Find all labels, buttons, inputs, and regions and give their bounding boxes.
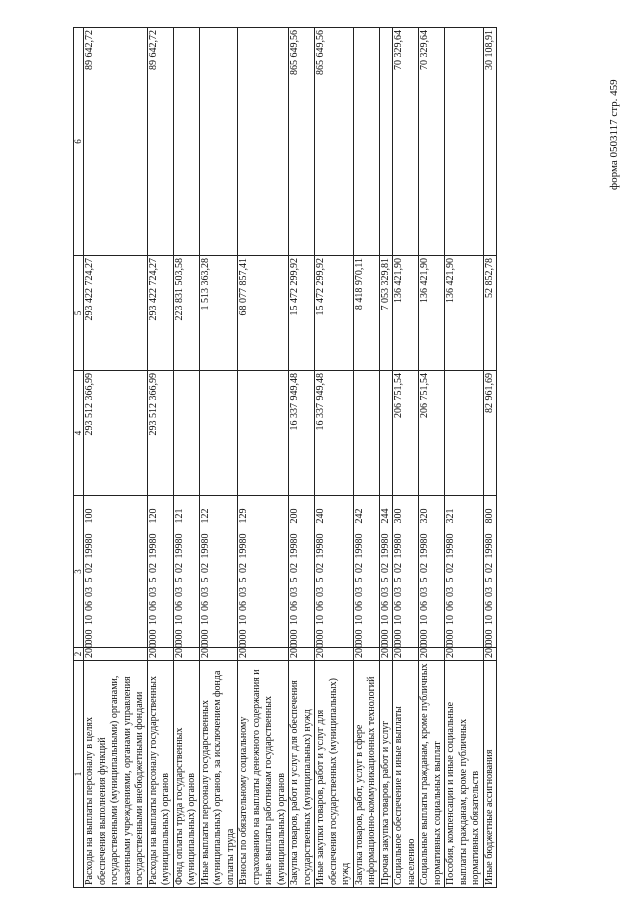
budget-code-part: 06 — [379, 601, 391, 611]
table-row — [84, 28, 148, 888]
table-row — [147, 28, 173, 888]
row-unexecuted-cell: 865 649,56 — [289, 28, 315, 256]
budget-code-part: 5 — [173, 577, 185, 583]
budget-code-part: 000 — [393, 629, 404, 645]
budget-code-part: 000 — [173, 629, 185, 645]
budget-code-part: 000 — [353, 629, 365, 645]
row-unexecuted-cell: 89 642,72 — [147, 28, 173, 256]
budget-code-part: 02 — [445, 563, 456, 573]
budget-code-part: 120 — [147, 508, 159, 524]
row-budget-code-cell — [445, 496, 484, 648]
table-row — [419, 28, 445, 888]
budget-code-part: 10 — [84, 615, 95, 625]
row-unexecuted-cell — [353, 28, 379, 256]
table-row — [315, 28, 354, 888]
budget-code-part: 02 — [84, 563, 95, 573]
row-approved-cell — [379, 371, 393, 496]
row-unexecuted-cell — [379, 28, 393, 256]
budget-code-part: 000 — [84, 629, 95, 645]
budget-code-part: 5 — [379, 577, 391, 583]
budget-code-part: 300 — [393, 508, 404, 524]
budget-code-part: 000 — [199, 629, 211, 645]
budget-code-part: 000 — [147, 629, 159, 645]
budget-code-part: 03 — [84, 587, 95, 597]
budget-code-part: 800 — [483, 508, 495, 524]
budget-code-part: 244 — [379, 508, 391, 524]
table-row — [199, 28, 238, 888]
budget-code-part: 129 — [238, 508, 249, 524]
table-row — [173, 28, 199, 888]
row-budget-code-cell — [353, 496, 379, 648]
row-line-code-cell: 200 — [84, 648, 148, 661]
col-number-5: 5 — [74, 256, 84, 371]
row-executed-cell: 136 421,90 — [419, 256, 445, 371]
budget-code-part: 19980 — [147, 533, 159, 559]
row-executed-cell: 7 053 329,81 — [379, 256, 393, 371]
row-approved-cell — [445, 371, 484, 496]
row-line-code-cell: 200 — [445, 648, 484, 661]
row-budget-code-cell — [199, 496, 238, 648]
budget-code-part: 000 — [289, 629, 300, 645]
budget-code-part: 10 — [238, 615, 249, 625]
budget-code-part: 19980 — [173, 533, 185, 559]
expenditure-table — [73, 27, 497, 888]
budget-code-part: 242 — [353, 508, 365, 524]
budget-code-part: 06 — [419, 601, 430, 611]
row-name-cell: Прочая закупка товаров, работ и услуг — [379, 661, 393, 888]
row-name-cell: Закупка товаров, работ, услуг в сфере информационно-коммуникационных технологий — [353, 661, 379, 888]
row-approved-cell: 16 337 949,48 — [289, 371, 315, 496]
row-line-code-cell: 200 — [379, 648, 393, 661]
table-row — [393, 28, 419, 888]
budget-code-part: 10 — [173, 615, 185, 625]
row-executed-cell: 52 852,78 — [483, 256, 497, 371]
row-name-cell: Пособия, компенсации и иные социальные выплаты гражданам, кроме публичных нормативных обязательств — [445, 661, 484, 888]
budget-code-part: 06 — [483, 601, 495, 611]
budget-code-part: 320 — [419, 508, 430, 524]
budget-code-part: 10 — [419, 615, 430, 625]
row-budget-code-cell — [84, 496, 148, 648]
budget-code-part: 03 — [353, 587, 365, 597]
budget-code-part: 10 — [289, 615, 300, 625]
budget-code-part: 06 — [238, 601, 249, 611]
row-name-cell: Иные закупки товаров, работ и услуг для обеспечения государственных (муниципальных) нужд — [315, 661, 354, 888]
form-reference: форма 0503117 стр. 459 — [608, 79, 620, 190]
budget-code-part: 19980 — [238, 533, 249, 559]
budget-code-part: 03 — [238, 587, 249, 597]
budget-code-part: 06 — [445, 601, 456, 611]
row-line-code-cell: 200 — [419, 648, 445, 661]
row-approved-cell: 206 751,54 — [419, 371, 445, 496]
table-row — [289, 28, 315, 888]
budget-code-part: 06 — [353, 601, 365, 611]
table-body — [74, 28, 497, 888]
row-approved-cell — [353, 371, 379, 496]
budget-code-part: 02 — [147, 563, 159, 573]
budget-code-part: 02 — [238, 563, 249, 573]
budget-code-part: 06 — [289, 601, 300, 611]
budget-code-part: 5 — [147, 577, 159, 583]
row-executed-cell: 136 421,90 — [445, 256, 484, 371]
budget-code-part: 03 — [419, 587, 430, 597]
budget-code-part: 02 — [173, 563, 185, 573]
row-budget-code-cell — [379, 496, 393, 648]
budget-code-part: 10 — [393, 615, 404, 625]
budget-code-part: 02 — [419, 563, 430, 573]
row-executed-cell: 293 422 724,27 — [84, 256, 148, 371]
budget-code-part: 06 — [393, 601, 404, 611]
col-number-1: 1 — [74, 661, 84, 888]
budget-code-part: 19980 — [483, 533, 495, 559]
row-executed-cell: 15 472 299,92 — [315, 256, 354, 371]
row-budget-code-cell — [315, 496, 354, 648]
row-approved-cell: 293 512 366,99 — [84, 371, 148, 496]
row-line-code-cell: 200 — [393, 648, 419, 661]
row-executed-cell: 293 422 724,27 — [147, 256, 173, 371]
row-budget-code-cell — [147, 496, 173, 648]
budget-code-part: 121 — [173, 508, 185, 524]
row-approved-cell: 82 961,69 — [483, 371, 497, 496]
budget-code-part: 02 — [199, 563, 211, 573]
budget-code-part: 10 — [199, 615, 211, 625]
table-row — [238, 28, 289, 888]
budget-code-part: 10 — [379, 615, 391, 625]
row-unexecuted-cell: 30 108,91 — [483, 28, 497, 256]
row-name-cell: Социальное обеспечение и иные выплаты населению — [393, 661, 419, 888]
row-approved-cell: 206 751,54 — [393, 371, 419, 496]
budget-code-part: 10 — [147, 615, 159, 625]
row-approved-cell: 16 337 949,48 — [315, 371, 354, 496]
budget-code-part: 321 — [445, 508, 456, 524]
row-line-code-cell: 200 — [315, 648, 354, 661]
row-approved-cell — [199, 371, 238, 496]
column-number-row — [74, 28, 84, 888]
budget-code-part: 06 — [315, 601, 326, 611]
row-budget-code-cell — [173, 496, 199, 648]
row-unexecuted-cell — [445, 28, 484, 256]
row-unexecuted-cell — [238, 28, 289, 256]
table-row — [353, 28, 379, 888]
budget-code-part: 5 — [238, 577, 249, 583]
row-budget-code-cell — [393, 496, 419, 648]
budget-code-part: 02 — [353, 563, 365, 573]
row-line-code-cell: 200 — [199, 648, 238, 661]
budget-code-part: 03 — [379, 587, 391, 597]
budget-code-part: 10 — [445, 615, 456, 625]
budget-code-part: 10 — [483, 615, 495, 625]
budget-code-part: 5 — [315, 577, 326, 583]
row-approved-cell — [173, 371, 199, 496]
budget-code-part: 03 — [315, 587, 326, 597]
row-unexecuted-cell: 865 649,56 — [315, 28, 354, 256]
row-line-code-cell: 200 — [147, 648, 173, 661]
budget-code-part: 10 — [315, 615, 326, 625]
row-name-cell: Социальные выплаты гражданам, кроме публичных нормативных социальных выплат — [419, 661, 445, 888]
budget-code-part: 000 — [419, 629, 430, 645]
row-executed-cell: 1 513 363,28 — [199, 256, 238, 371]
budget-code-part: 03 — [393, 587, 404, 597]
budget-code-part: 5 — [84, 577, 95, 583]
row-unexecuted-cell — [173, 28, 199, 256]
budget-code-part: 19980 — [289, 533, 300, 559]
budget-code-part: 5 — [393, 577, 404, 583]
row-budget-code-cell — [483, 496, 497, 648]
budget-code-part: 03 — [483, 587, 495, 597]
budget-code-part: 03 — [199, 587, 211, 597]
budget-code-part: 19980 — [445, 533, 456, 559]
row-line-code-cell: 200 — [238, 648, 289, 661]
row-budget-code-cell — [419, 496, 445, 648]
table-row — [379, 28, 393, 888]
row-name-cell: Иные выплаты персоналу государственных (муниципальных) органов, за исключением фонда оплаты труда — [199, 661, 238, 888]
row-name-cell: Закупка товаров, работ и услуг для обеспечения государственных (муниципальных) нужд — [289, 661, 315, 888]
budget-code-part: 06 — [199, 601, 211, 611]
budget-code-part: 240 — [315, 508, 326, 524]
row-approved-cell — [238, 371, 289, 496]
budget-code-part: 19980 — [353, 533, 365, 559]
row-unexecuted-cell: 89 642,72 — [84, 28, 148, 256]
col-number-3: 3 — [74, 496, 84, 648]
budget-code-part: 02 — [393, 563, 404, 573]
budget-code-part: 10 — [353, 615, 365, 625]
budget-code-part: 19980 — [419, 533, 430, 559]
budget-code-part: 19980 — [379, 533, 391, 559]
budget-code-part: 03 — [173, 587, 185, 597]
budget-code-part: 03 — [445, 587, 456, 597]
row-name-cell: Расходы на выплаты персоналу государственных (муниципальных) органов — [147, 661, 173, 888]
budget-code-part: 03 — [147, 587, 159, 597]
col-number-4: 4 — [74, 371, 84, 496]
budget-code-part: 5 — [199, 577, 211, 583]
row-budget-code-cell — [289, 496, 315, 648]
budget-code-part: 000 — [379, 629, 391, 645]
budget-code-part: 19980 — [315, 533, 326, 559]
budget-code-part: 06 — [147, 601, 159, 611]
row-name-cell: Расходы на выплаты персоналу в целях обеспечения выполнения функций государственными (муниципальными) органами, казенными учреждениями, органами управления государственными внебюджетными фондами — [84, 661, 148, 888]
budget-code-part: 19980 — [199, 533, 211, 559]
budget-code-part: 02 — [315, 563, 326, 573]
budget-code-part: 03 — [289, 587, 300, 597]
budget-code-part: 06 — [173, 601, 185, 611]
budget-code-part: 000 — [445, 629, 456, 645]
budget-code-part: 5 — [445, 577, 456, 583]
row-executed-cell: 8 418 970,11 — [353, 256, 379, 371]
col-number-6: 6 — [74, 28, 84, 256]
budget-code-part: 02 — [379, 563, 391, 573]
row-name-cell: Фонд оплаты труда государственных (муниципальных) органов — [173, 661, 199, 888]
budget-code-part: 06 — [84, 601, 95, 611]
budget-code-part: 02 — [483, 563, 495, 573]
row-approved-cell: 293 512 366,99 — [147, 371, 173, 496]
row-line-code-cell: 200 — [289, 648, 315, 661]
budget-code-part: 02 — [289, 563, 300, 573]
row-budget-code-cell — [238, 496, 289, 648]
budget-code-part: 19980 — [84, 533, 95, 559]
row-unexecuted-cell: 70 329,64 — [393, 28, 419, 256]
row-line-code-cell: 200 — [173, 648, 199, 661]
row-line-code-cell: 200 — [483, 648, 497, 661]
row-executed-cell: 223 831 503,58 — [173, 256, 199, 371]
row-name-cell: Взносы по обязательному социальному страхованию на выплаты денежного содержания и иные выплаты работникам государственных (муниципальных) органов — [238, 661, 289, 888]
budget-code-part: 200 — [289, 508, 300, 524]
row-unexecuted-cell — [199, 28, 238, 256]
budget-code-part: 100 — [84, 508, 95, 524]
col-number-2: 2 — [74, 648, 84, 661]
budget-code-part: 5 — [483, 577, 495, 583]
row-executed-cell: 68 077 857,41 — [238, 256, 289, 371]
budget-code-part: 5 — [289, 577, 300, 583]
budget-code-part: 5 — [419, 577, 430, 583]
row-executed-cell: 15 472 299,92 — [289, 256, 315, 371]
table-row — [445, 28, 484, 888]
budget-code-part: 000 — [483, 629, 495, 645]
row-name-cell: Иные бюджетные ассигнования — [483, 661, 497, 888]
budget-code-part: 000 — [238, 629, 249, 645]
budget-code-part: 122 — [199, 508, 211, 524]
row-unexecuted-cell: 70 329,64 — [419, 28, 445, 256]
table-row — [483, 28, 497, 888]
row-line-code-cell: 200 — [353, 648, 379, 661]
budget-code-part: 19980 — [393, 533, 404, 559]
budget-code-part: 5 — [353, 577, 365, 583]
budget-code-part: 000 — [315, 629, 326, 645]
row-executed-cell: 136 421,90 — [393, 256, 419, 371]
